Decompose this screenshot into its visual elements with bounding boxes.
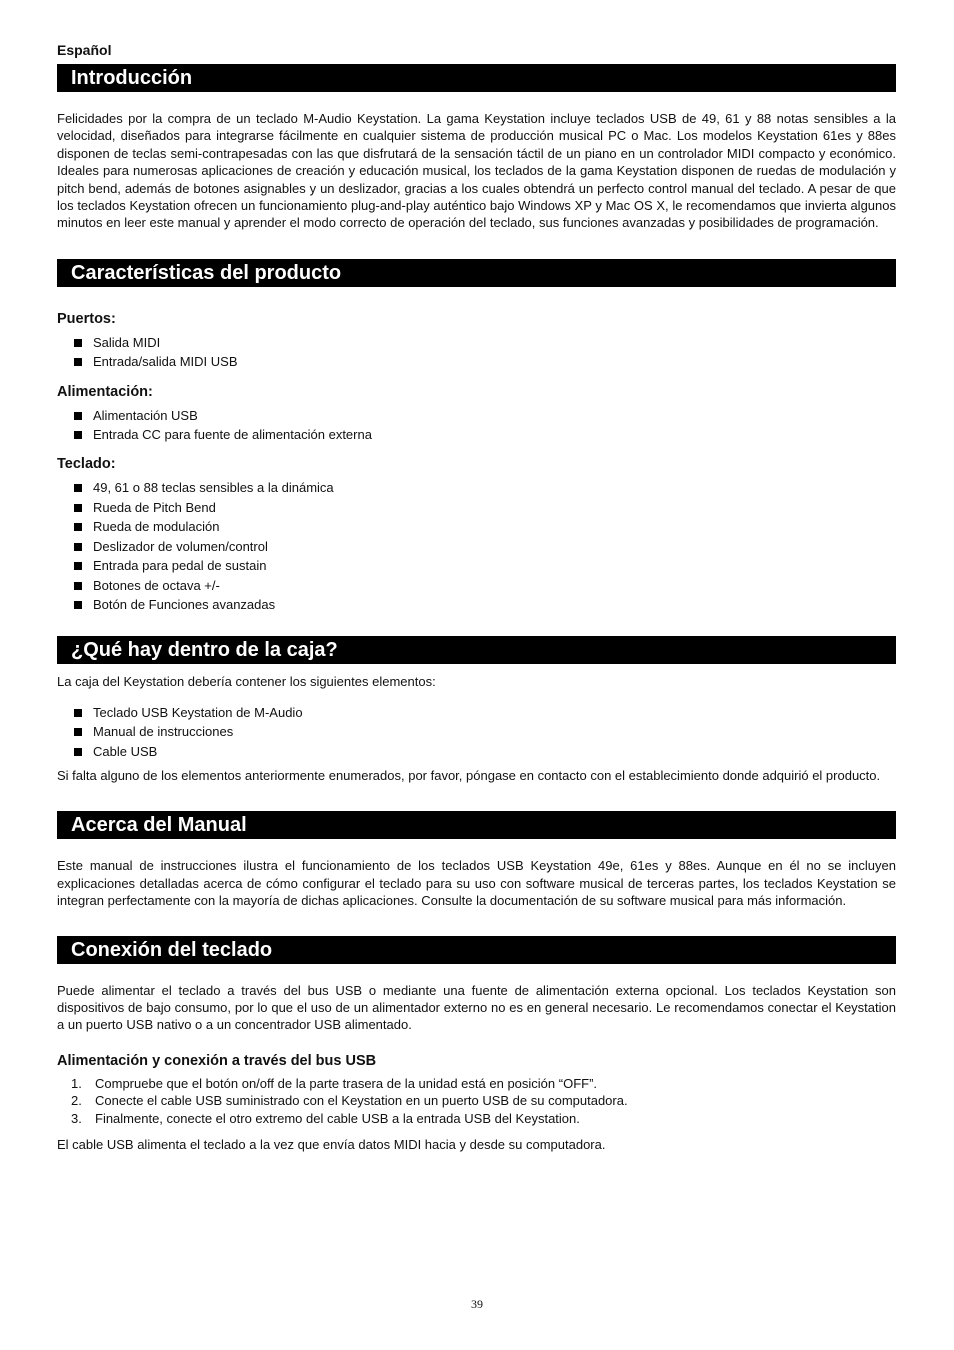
section-title-introduccion: Introducción	[57, 64, 896, 92]
section-title-manual: Acerca del Manual	[57, 811, 896, 839]
introduccion-body: Felicidades por la compra de un teclado M-Audio Keystation. La gama Keystation incluye teclados USB de 49, 61 y 88 notas sensibles a la velocidad, diseñados para integrarse fácilmente en cualquier sistema de producción musical PC o Mac. Los modelos Keystation 61es y 88es disponen de teclas semi-contrapesadas con las que disfrutará de la sensación táctil de un piano en un controlador MIDI compacto y económico. Ideales para numerosas aplicaciones de creación y educación musical, los teclados de la gama Keystation disponen de ruedas de modulación y pitch bend, además de botones asignables y un deslizador, gracias a los cuales obtendrá un perfecto control manual del teclado. A pesar de que los teclados Keystation ofrecen un funcionamiento plug-and-play auténtico bajo Windows XP y Mac OS X, le recomendamos que invierta algunos minutos en leer este manual y aprender el modo correcto de operación del teclado, sus funciones avanzadas y posibilidades de programación.	[57, 111, 896, 231]
list-item: Entrada para pedal de sustain	[57, 556, 896, 575]
list-alimentacion	[57, 406, 896, 445]
list-item: Manual de instrucciones	[57, 722, 896, 741]
step-text: Conecte el cable USB suministrado con el Keystation en un puerto USB de su computadora.	[95, 1093, 628, 1109]
list-item: Entrada CC para fuente de alimentación externa	[57, 425, 896, 444]
list-item	[57, 1075, 896, 1092]
list-item: Rueda de modulación	[57, 517, 896, 536]
conexion-body: Puede alimentar el teclado a través del bus USB o mediante una fuente de alimentación externa opcional. Los teclados Keystation son dispositivos de bajo consumo, por lo que el uso de un alimentador externo no es en general necesario. Le recomendamos conectar el Keystation a un puerto USB nativo o a un concentrador USB alimentado.	[57, 982, 896, 1033]
list-item	[57, 1110, 896, 1127]
conexion-closing: El cable USB alimenta el teclado a la vez que envía datos MIDI hacia y desde su computadora.	[57, 1137, 606, 1152]
subheading-teclado: Teclado:	[57, 456, 116, 473]
list-item: Salida MIDI	[57, 333, 896, 352]
step-number: 2.	[71, 1093, 82, 1109]
list-item: 49, 61 o 88 teclas sensibles a la dinámica	[57, 478, 896, 497]
list-item	[57, 1092, 896, 1109]
page-content	[57, 42, 896, 1153]
list-item: Rueda de Pitch Bend	[57, 498, 896, 517]
section-title-caja: ¿Qué hay dentro de la caja?	[57, 636, 896, 664]
list-puertos	[57, 333, 896, 372]
language-label: Español	[57, 42, 112, 58]
subheading-puertos: Puertos:	[57, 310, 116, 327]
list-caja	[57, 703, 896, 761]
list-item: Botones de octava +/-	[57, 576, 896, 595]
subheading-alimentacion: Alimentación:	[57, 383, 153, 400]
section-title-caracteristicas: Características del producto	[57, 259, 896, 287]
list-item: Deslizador de volumen/control	[57, 537, 896, 556]
list-item: Entrada/salida MIDI USB	[57, 352, 896, 371]
section-title-conexion: Conexión del teclado	[57, 936, 896, 964]
step-text: Finalmente, conecte el otro extremo del cable USB a la entrada USB del Keystation.	[95, 1110, 580, 1126]
subheading-usb: Alimentación y conexión a través del bus USB	[57, 1052, 377, 1069]
step-number: 3.	[71, 1110, 82, 1126]
caja-intro: La caja del Keystation debería contener los siguientes elementos:	[57, 674, 436, 690]
step-text: Compruebe que el botón on/off de la parte trasera de la unidad está en posición “OFF”.	[95, 1075, 598, 1091]
list-item: Cable USB	[57, 742, 896, 761]
list-item: Alimentación USB	[57, 406, 896, 425]
step-number: 1.	[71, 1075, 82, 1091]
list-item: Teclado USB Keystation de M-Audio	[57, 703, 896, 722]
caja-note: Si falta alguno de los elementos anteriormente enumerados, por favor, póngase en contacto con el establecimiento donde adquirió el producto.	[57, 767, 881, 783]
list-item: Botón de Funciones avanzadas	[57, 595, 896, 614]
list-teclado	[57, 478, 896, 614]
steps-list	[57, 1075, 896, 1127]
page-number: 39	[471, 1297, 483, 1311]
manual-body: Este manual de instrucciones ilustra el funcionamiento de los teclados USB Keystation 49e, 61es y 88es. Aunque en él no se incluyen explicaciones detalladas acerca de cómo configurar el teclado para su uso con software musical de terceras partes, los teclados Keystation se integran perfectamente con la mayoría de dichas aplicaciones. Consulte la documentación de su software musical para más información.	[57, 858, 896, 909]
